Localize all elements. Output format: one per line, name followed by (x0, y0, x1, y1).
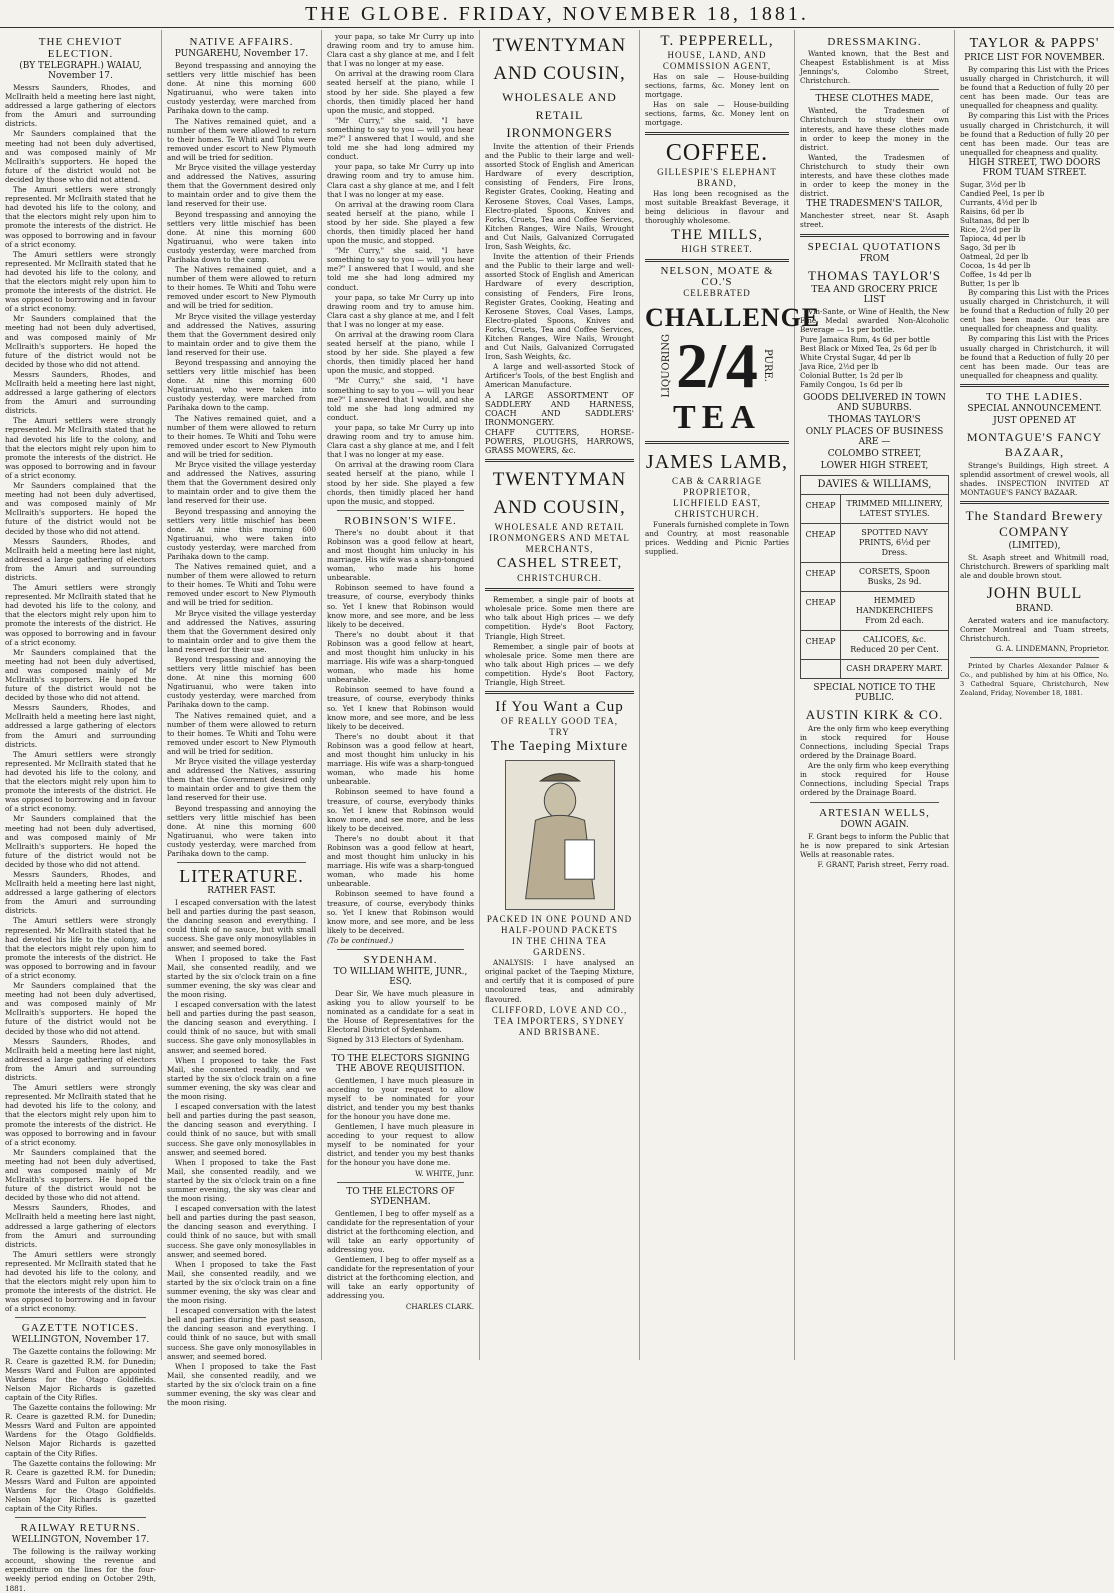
para: The following is the railway working account, showing the revenue and expenditure on the lines for the four-weekly period ending on October 29th, 1881. (5, 1547, 156, 1593)
para: The Natives remained quiet, and a number of them were allowed to return to their homes. Te Whiti and Tohu were removed under escort to New Plymouth and will be tried for sedition. (167, 710, 316, 756)
column-4 (480, 30, 640, 1360)
para: The Gazette contains the following: Mr R. Ceare is gazetted R.M. for Dunedin; Messrs Ward and Fulton are appointed Wardens for the Otago Goldfields. Nelson Major Richards is gazetted captain of the City Rifles. (5, 1403, 156, 1458)
list-item: Candied Peel, 1s per lb (960, 188, 1045, 198)
para: Robinson seemed to have found a treasure, of course, everybody thinks so. Yet I knew that Robinson would know more, and see more, and be less likely to be deceived. (327, 787, 474, 833)
para: On arrival at the drawing room Clara seated herself at the piano, while I stood by her side. She played a few chords, then timidly placed her hand upon the music, and stopped. (327, 69, 474, 115)
para: St. Asaph street and Whitmill road, Christchurch. Brewers of sparkling malt ale and double brown stout. (960, 553, 1109, 581)
para: Remember, a single pair of boots at wholesale price. Some men there are who talk about High prices — we defy competition. Hyde's Boot Factory, Triangle, High Street. (485, 641, 634, 688)
ad-nm-sub: CELEBRATED (683, 287, 751, 298)
para: Messrs Saunders, Rhodes, and McIlraith held a meeting here last night, addressed a large gathering of electors from the Amuri and surrounding districts. (5, 1036, 156, 1083)
divider (810, 802, 939, 803)
para: Mr Saunders complained that the meeting had not been duly advertised, and was composed mainly of Mr McIlraith's supporters. He hoped the future of the district would not be decided by those who did not attend. (5, 814, 156, 869)
ad-tea-foot2: IN THE CHINA TEA GARDENS. (512, 936, 607, 958)
subheading-sydenham: TO WILLIAM WHITE, JUNR., ESQ. (333, 967, 468, 987)
column-2 (162, 30, 322, 1408)
para: "Mr Curry," she said, "I have something to say to you — will you hear me?" I answered that I would, and she told me she had long admired my conduct. (327, 115, 474, 162)
divider (960, 501, 1109, 504)
box-text: HEMMED HANDKERCHIEFS From 2d each. (855, 595, 934, 625)
para: Are the only firm who keep everything in stock required for House Connections, including Special Traps ordered by the Drainage Board. (800, 761, 949, 798)
cheap-label: CHEAP (801, 631, 841, 659)
heading-from: FROM (859, 253, 890, 264)
dateline-cheviot: (BY TELEGRAPH.) WAIAU, November 17. (19, 61, 142, 81)
para: I escaped conversation with the latest bell and parties during the past season, the dancing season and everything. I could think of no sauce, but with small success. She gave only monosyllables in answer, and seemed bored. (167, 1306, 316, 1361)
list-item: Currants, 4½d per lb (960, 197, 1037, 207)
para: Mr Saunders complained that the meeting had not been duly advertised, and was composed mainly of Mr McIlraith's supporters. He hoped the future of the district would not be decided by those who did not attend. (5, 647, 156, 703)
heading-quotations: SPECIAL QUOTATIONS (807, 240, 942, 253)
para: Has on sale — House-building sections, farms, &c. Money lent on mortgage. (645, 100, 789, 128)
ad-lamb-title: JAMES LAMB, (645, 450, 789, 473)
divider (960, 384, 1109, 387)
para: There's no doubt about it that Robinson was a good fellow at heart, and most thought him unlucky in his marriage. His wife was a sharp-tongued woman, who made his home unbearable. (327, 629, 474, 685)
para: Manchester street, near St. Asaph street. (800, 211, 949, 230)
para: Messrs Saunders, Rhodes, and McIlraith held a meeting here last night, addressed a large gathering of electors from the Amuri and surrounding districts. (5, 703, 156, 749)
para: The Amuri settlers were strongly represented. Mr McIlraith stated that he had devoted his life to the colony, and that the electors might rely upon him to promote the interests of the district. He was opposed to borrowing and in favour of a strict economy. (5, 416, 156, 480)
divider (800, 234, 949, 237)
divider (337, 510, 464, 511)
heading-high-street: HIGH STREET, TWO DOORS FROM TUAM STREET. (968, 157, 1101, 178)
divider (15, 1317, 146, 1318)
para: The Amuri settlers were strongly represented. Mr McIlraith stated that he had devoted his life to the colony, and that the electors might rely upon him to promote the interests of the district. He was opposed to borrowing and in favour of a strict economy. (5, 185, 156, 249)
para: your papa, so take Mr Curry up into drawing room and try to amuse him. Clara cast a shy glance at me, and I felt that I was no longer at my ease. (327, 32, 474, 69)
divider (645, 132, 789, 135)
dateline-gazette: WELLINGTON, November 17. (11, 1335, 150, 1346)
para: Gentlemen, I beg to offer myself as a candidate for the representation of your district at the forthcoming election, and will take an early opportunity of addressing you. (327, 1255, 474, 1301)
imprint: Printed by Charles Alexander Palmer & Co., and published by him at his Office, No. 3 Cathedral Square, Christchurch, New Zealand, Friday, November 18, 1881. (960, 661, 1109, 698)
box-text: SPOTTED NAVY PRINTS, 6½d per Dress. (858, 527, 931, 557)
cheap-label: CHEAP (801, 592, 841, 630)
para: Robinson seemed to have found a treasure, of course, everybody thinks so. Yet I knew that Robinson would know more, and see more, and be less likely to be deceived. (327, 583, 474, 629)
column-7 (955, 30, 1114, 1360)
heading-sydenham: SYDENHAM. (363, 954, 438, 966)
para: Mr Bryce visited the village yesterday and addressed the Natives, assuring them that the Government desired only to maintain order and to give them the land reserved for their use. (167, 460, 316, 506)
heading-electors-req: TO THE ELECTORS SIGNING THE ABOVE REQUISITION. (331, 1053, 470, 1074)
subheading-rather-fast: RATHER FAST. (207, 886, 276, 897)
heading-tailor: THE TRADESMEN'S TAILOR, (806, 199, 943, 210)
para: The Natives remained quiet, and a number of them were allowed to return to their homes. Te Whiti and Tohu were removed under escort to New Plymouth and will be tried for sedition. (167, 265, 316, 311)
para: Mr Saunders complained that the meeting had not been duly advertised, and was composed mainly of Mr McIlraith's supporters. He hoped the future of the district would not be decided by those who did not attend. (5, 1147, 156, 1203)
para: Has on sale — House-building sections, farms, &c. Money lent on mortgage. (645, 72, 789, 100)
ad-tea-try: TRY (549, 727, 570, 738)
list-item: Raisins, 6d per lb (960, 206, 1024, 216)
heading-colombo: COLOMBO STREET, (827, 448, 922, 459)
list-item: Best Black or Mixed Tea, 2s 6d per lb (800, 343, 937, 353)
para: F. Grant begs to inform the Public that he is now prepared to sink Artesian Wells at reasonable rates. (800, 831, 949, 859)
liquoring-label: LIQUORING (661, 334, 673, 398)
para: On arrival at the drawing room Clara seated herself at the piano, while I stood by her side. She played a few chords, then timidly placed her hand upon the music, and stopped. (327, 460, 474, 506)
column-3 (322, 30, 480, 1360)
davies-title: DAVIES & WILLIAMS, (817, 478, 932, 490)
heading-brand: BRAND. (1015, 603, 1054, 614)
list-item: Sultanas, 8d per lb (960, 215, 1030, 225)
para: I escaped conversation with the latest bell and parties during the past season, the dancing season and everything. I could think of no sauce, but with small success. She gave only monosyllables in answer, and seemed bored. (167, 1000, 316, 1055)
list-item: Cocoa, 1s 4d per lb (960, 260, 1031, 270)
signature: Signed by 313 Electors of Sydenham. (327, 1035, 464, 1045)
column-6 (795, 30, 955, 1360)
para: Messrs Saunders, Rhodes, and McIlraith held a meeting here last night, addressed a large gathering of electors from the Amuri and surrounding districts. (5, 536, 156, 582)
heading-john-bull: JOHN BULL (986, 584, 1083, 602)
para: Wanted known, that the Best and Cheapest Establishment is at Miss Jennings's, Colombo Street, Christchurch. (800, 49, 949, 86)
box-text: CASH DRAPERY MART. (846, 663, 943, 673)
para: The Natives remained quiet, and a number of them were allowed to return to their homes. Te Whiti and Tohu were removed under escort to New Plymouth and will be tried for sedition. (167, 116, 316, 162)
ad-tea-agent: CLIFFORD, LOVE AND CO., TEA IMPORTERS, SYDNEY AND BRISBANE. (491, 1004, 628, 1037)
ad-mills-sub: HIGH STREET. (681, 243, 753, 254)
para: A large and well-assorted Stock of Artificer's Tools, of the best English and American Manufacture. (485, 362, 634, 390)
para: your papa, so take Mr Curry up into drawing room and try to amuse him. Clara cast a shy glance at me, and I felt that I was no longer at my ease. (327, 292, 474, 329)
para: Beyond trespassing and annoying the settlers very little mischief has been done. At nine this morning 600 Ngatiruanui, who were taken into custody yesterday, were marched from Parihaka down to the camp. (167, 655, 316, 710)
ad-tea-name: The Taeping Mixture (490, 739, 629, 755)
ad-twentyman2-title: TWENTYMAN AND COUSIN, (492, 469, 627, 519)
heading-price-list-nov: PRICE LIST FOR NOVEMBER. (964, 53, 1105, 63)
para: The Gazette contains the following: Mr R. Ceare is gazetted R.M. for Dunedin; Messrs Ward and Fulton are appointed Wardens for the Otago Goldfields. Nelson Major Richards is gazetted captain of the City Rifles. (5, 1458, 156, 1514)
para: The Amuri settlers were strongly represented. Mr McIlraith stated that he had devoted his life to the colony, and that the electors might rely upon him to promote the interests of the district. He was opposed to borrowing and in favour of a strict economy. (5, 1083, 156, 1147)
heading-gazette: GAZETTE NOTICES. (21, 1322, 140, 1335)
price-list (960, 180, 1109, 288)
para: Mr Saunders complained that the meeting had not been duly advertised, and was composed mainly of Mr McIlraith's supporters. He hoped the future of the district would not be decided by those who did not attend. (5, 981, 156, 1036)
divider (337, 1049, 464, 1050)
para: Gentlemen, I have much pleasure in acceding to your request to allow myself to be nominated for your district, and tender you my best thanks for the honour you have done me. (327, 1075, 474, 1121)
heading-clothes: THESE CLOTHES MADE, (815, 94, 934, 105)
ad-twentyman2-city: CHRISTCHURCH. (517, 573, 602, 584)
para: Dear Sir, We have much pleasure in asking you to allow yourself to be nominated as a candidate for a seat in the House of Representatives for the Electoral District of Sydenham. (327, 989, 474, 1035)
ad-coffee-sub: GILLESPIE'S ELEPHANT BRAND, (657, 166, 777, 188)
divider (485, 691, 634, 694)
para: "Mr Curry," she said, "I have something to say to you — will you hear me?" I answered that I would, and she told me she had long admired my conduct. (327, 376, 474, 422)
para: The Natives remained quiet, and a number of them were allowed to return to their homes. Te Whiti and Tohu were removed under escort to New Plymouth and will be tried for sedition. (167, 562, 316, 608)
signature: G. A. LINDEMANN, Proprietor. (995, 643, 1109, 653)
divider (337, 949, 464, 950)
pure-label: PURE. (761, 349, 773, 383)
para: The Gazette contains the following: Mr R. Ceare is gazetted R.M. for Dunedin; Messrs Ward and Fulton are appointed Wardens for the Otago Goldfields. Nelson Major Richards is gazetted captain of the City Rifles. (5, 1347, 156, 1402)
heading-taylor: THOMAS TAYLOR'S (808, 267, 941, 283)
para: When I proposed to take the Fast Mail, she consented readily, and we started by the six o'clock train on a fine summer evening, the sky was clear and the moon rising. (167, 1259, 316, 1306)
para: On arrival at the drawing room Clara seated herself at the piano, while I stood by her side. She played a few chords, then timidly placed her hand upon the music, and stopped. (327, 199, 474, 246)
continued-note: (To be continued.) (327, 935, 394, 945)
signature: F. GRANT, Parish street, Ferry road. (817, 859, 949, 869)
challenge-tea: TEA (673, 398, 761, 436)
para: Aerated waters and ice manufactory. Corner Montreal and Tuam streets, Christchurch. (960, 615, 1109, 643)
heading-electors-syd: TO THE ELECTORS OF SYDENHAM. (346, 1186, 455, 1207)
ad-tea-sub: OF REALLY GOOD TEA, (500, 716, 619, 727)
para: your papa, so take Mr Curry up into drawing room and try to amuse him. Clara cast a shy glance at me, and I felt that I was no longer at my ease. (327, 422, 474, 460)
para: Mr Bryce visited the village yesterday and addressed the Natives, assuring them that the Government desired only to maintain order and to give them the land reserved for their use. (167, 311, 316, 357)
para: By comparing this List with the Prices usually charged in Christchurch, it will be found that a Reduction of fully 20 per cent has been made. Our teas are unequalled for cheapness and quality. (960, 334, 1109, 380)
divider (645, 441, 789, 444)
para: ANALYSIS: I have analysed an original packet of the Taeping Mixture, and certify that it is composed of pure uncoloured teas, and admirably flavoured. (485, 958, 634, 1004)
para: Strange's Buildings, High street. A splendid assortment of crewel wools, all shades. INSPECTION INVITED AT MONTAGUE'S FANCY BAZAAR. (960, 460, 1109, 498)
para: Robinson seemed to have found a treasure, of course, everybody thinks so. Yet I knew that Robinson would know more, and see more, and be less likely to be deceived. (327, 889, 474, 935)
heading-taylor-papps: TAYLOR & PAPPS' (969, 36, 1100, 51)
heading-special-notice: SPECIAL NOTICE TO THE PUBLIC. (813, 682, 936, 703)
box-text: CORSETS, Spoon Busks, 2s 9d. (858, 566, 931, 586)
cheap-label: CHEAP (801, 495, 841, 523)
list-item: Sugar, 3½d per lb (960, 179, 1026, 189)
para: Mr Saunders complained that the meeting had not been duly advertised, and was composed mainly of Mr McIlraith's supporters. He hoped the future of the district would not be decided by those who did not attend. (5, 129, 156, 184)
para: When I proposed to take the Fast Mail, she consented readily, and we started by the six o'clock train on a fine summer evening, the sky was clear and the moon rising. (167, 1361, 316, 1408)
heading-limited: (LIMITED), (1008, 541, 1061, 552)
divider (970, 657, 1099, 658)
para: There's no doubt about it that Robinson was a good fellow at heart, and most thought him unlucky in his marriage. His wife was a sharp-tongued woman, who made his home unbearable. (327, 833, 474, 889)
heading-austin-kirk: AUSTIN KIRK & CO. (805, 706, 944, 722)
para: Mr Saunders complained that the meeting had not been duly advertised, and was composed mainly of Mr McIlraith's supporters. He hoped the future of the district would not be decided by those who did not attend. (5, 314, 156, 369)
challenge-price: 2/4 (676, 329, 758, 401)
challenge-box (645, 302, 821, 437)
ad-twentyman2-sub: WHOLESALE AND RETAIL IRONMONGERS AND METAL MERCHANTS, (489, 522, 630, 555)
list-item: Pure Jamaica Rum, 4s 6d per bottle (800, 334, 930, 344)
para: When I proposed to take the Fast Mail, she consented readily, and we started by the six o'clock train on a fine summer evening, the sky was clear and the moon rising. (167, 1055, 316, 1102)
para: "Mr Curry," she said, "I have something to say to you — will you hear me?" I answered that I would, and she told me she had long admired my conduct. (327, 246, 474, 292)
para: On arrival at the drawing room Clara seated herself at the piano, while I stood by her side. She played a few chords, then timidly placed her hand upon the music, and stopped. (327, 330, 474, 376)
list-item: White Crystal Sugar, 4d per lb (800, 352, 911, 362)
divider (810, 89, 939, 90)
para: Mr Bryce visited the village yesterday and addressed the Natives, assuring them that the Government desired only to maintain order and to give them the land reserved for their use. (167, 608, 316, 654)
divider (15, 1517, 146, 1518)
heading-artesian: ARTESIAN WELLS, (819, 806, 930, 819)
para: Messrs Saunders, Rhodes, and McIlraith held a meeting here last night, addressed a large gathering of electors from the Amuri and surrounding districts. (5, 83, 156, 129)
para: Messrs Saunders, Rhodes, and McIlraith held a meeting here last night, addressed a large gathering of electors from the Amuri and surrounding districts. (5, 1203, 156, 1249)
heading-special-ann: SPECIAL ANNOUNCEMENT. (967, 403, 1102, 414)
cheap-label (801, 660, 841, 678)
heading-montague: MONTAGUE'S FANCY BAZAAR, (966, 429, 1103, 459)
para: Wanted, the Tradesmen of Christchurch to study their own interests, and have these clothes made in order to keep the money in the district. (800, 106, 949, 152)
box-text: TRIMMED MILLINERY, LATEST STYLES. (846, 498, 943, 518)
heading-literature: LITERATURE. (179, 866, 304, 887)
para: There's no doubt about it that Robinson was a good fellow at heart, and most thought him unlucky in his marriage. His wife was a sharp-tongued woman, who made his home unbearable. (327, 731, 474, 787)
para: Beyond trespassing and annoying the settlers very little mischief has been done. At nine this morning 600 Ngatiruanui, who were taken into custody yesterday, were marched from Parihaka down to the camp. (167, 61, 316, 116)
para: Wanted, the Tradesmen of Christchurch to study their own interests, and have these clothes made in order to keep the money in the district. (800, 152, 949, 199)
list-item: Sago, 3d per lb (960, 242, 1016, 252)
list-item: Coffee, 1s 4d per lb (960, 269, 1032, 279)
para: CHAFF CUTTERS, HORSE-POWERS, PLOUGHS, HARROWS, GRASS MOWERS, &c. (485, 427, 634, 456)
dateline-railway: WELLINGTON, November 17. (11, 1535, 150, 1546)
para: The Amuri settlers were strongly represented. Mr McIlraith stated that he had devoted his life to the colony, and that the electors might rely upon him to promote the interests of the district. He was opposed to borrowing and in favour of a strict economy. (5, 249, 156, 314)
heading-delivered: GOODS DELIVERED IN TOWN AND SUBURBS. (803, 392, 946, 413)
signature: W. WHITE, Junr. (415, 1168, 474, 1178)
para: Mr Saunders complained that the meeting had not been duly advertised, and was composed mainly of Mr McIlraith's supporters. He hoped the future of the district would not be decided by those who did not attend. (5, 481, 156, 536)
para: Has long been recognised as the most suitable Breakfast Beverage, it being delicious in flavour and thoroughly wholesome. (645, 188, 789, 225)
para: I escaped conversation with the latest bell and parties during the past season, the dancing season and everything. I could think of no sauce, but with small success. She gave only monosyllables in answer, and seemed bored. (167, 1102, 316, 1157)
heading-robinsons-wife: ROBINSON'S WIFE. (344, 514, 457, 527)
para: The Amuri settlers were strongly represented. Mr McIlraith stated that he had devoted his life to the colony, and that the electors might rely upon him to promote the interests of the district. He was opposed to borrowing and in favour of a strict economy. (5, 749, 156, 814)
challenge-word: CHALLENGE (645, 302, 821, 332)
para: The Amuri settlers were strongly represented. Mr McIlraith stated that he had devoted his life to the colony, and that the electors might rely upon him to promote the interests of the district. He was opposed to borrowing and in favour of a strict economy. (5, 916, 156, 980)
price-list (800, 335, 949, 389)
heading-lower-high: LOWER HIGH STREET, (820, 460, 929, 471)
list-item: Oatmeal, 2d per lb (960, 251, 1029, 261)
list-item: Colonial Butter, 1s 2d per lb (800, 370, 903, 380)
ad-tea-foot: PACKED IN ONE POUND AND HALF-POUND PACKETS (486, 914, 633, 936)
para: Vin-Sante, or Wine of Health, the New Fine Medal awarded Non-Alcoholic Beverage — 1s per bottle. (800, 306, 949, 334)
para: Mr Bryce visited the village yesterday and addressed the Natives, assuring them that the Government desired only to maintain order and to give them the land reserved for their use. (167, 163, 316, 209)
para: Invite the attention of their Friends and the Public to their large and well-assorted Stock of English and American Hardware of every description, consisting of Fenders, Fire Irons, Register Grates, Cooking, Heating and Kerosene Stoves, Coal Vases, Lamps, Electro-plated Spoons, Knives and Forks, Cruets, Tea and Coffee Services, Kitchen Ranges, Wire Nails, Wrought and Cut Nails, Galvanized Corrugated Iron, Sash Weights, &c. (485, 252, 634, 362)
ad-nm-name: NELSON, MOATE & CO.'S (660, 264, 774, 288)
ad-pepperell-sub: HOUSE, LAND, AND COMMISSION AGENT, (662, 50, 772, 71)
para: By comparing this List with the Prices usually charged in Christchurch, it will be found that a Reduction of fully 20 per cent has been made. Our teas are unequalled for cheapness and quality. (960, 287, 1109, 334)
para: Funerals furnished complete in Town and Country, at most reasonable prices. Wedding and Picnic Parties supplied. (645, 519, 789, 557)
para: Invite the attention of their Friends and the Public to their large and well-assorted Stock of English and American Hardware of every description, consisting of Fenders, Fire Irons, Register Grates, Cooking, Heating and Kerosene Stoves, Coal Vases, Lamps, Electro-plated Spoons, Knives and Forks, Cruets, Tea and Coffee Services, Kitchen Ranges, Wire Nails, Wrought and Cut Nails, Galvanized Corrugated Iron, Sash Weights, &c. (485, 142, 634, 252)
box-text: CALICOES, &c. Reduced 20 per Cent. (850, 634, 939, 654)
heading-railway: RAILWAY RETURNS. (20, 1522, 141, 1535)
ad-twentyman-sub: WHOLESALE AND RETAIL (502, 90, 617, 122)
heading-brewery: The Standard Brewery COMPANY (965, 508, 1104, 540)
ad-twentyman-title: TWENTYMAN AND COUSIN, (492, 35, 627, 84)
para: Messrs Saunders, Rhodes, and McIlraith held a meeting here last night, addressed a large gathering of electors from the Amuri and surrounding districts. (5, 869, 156, 916)
para: Messrs Saunders, Rhodes, and McIlraith held a meeting here last night, addressed a large gathering of electors from the Amuri and surrounding districts. (5, 369, 156, 416)
divider (177, 862, 306, 863)
column-1 (0, 30, 162, 1593)
divider (485, 459, 634, 462)
para: your papa, so take Mr Curry up into drawing room and try to amuse him. Clara cast a shy glance at me, and I felt that I was no longer at my ease. (327, 162, 474, 199)
para: Gentlemen, I have much pleasure in acceding to your request to allow myself to be nominated for your district, and tender you my best thanks for the honour you have done me. (327, 1122, 474, 1168)
list-item: Java Rice, 2½d per lb (800, 361, 879, 371)
signature: CHARLES CLARK. (405, 1301, 474, 1311)
para: Remember, a single pair of boots at wholesale price. Some men there are who talk about High prices — we defy competition. Hyde's Boot Factory, Triangle, High Street. (485, 595, 634, 641)
cheap-label: CHEAP (801, 563, 841, 591)
para: The Amuri settlers were strongly represented. Mr McIlraith stated that he had devoted his life to the colony, and that the electors might rely upon him to promote the interests of the district. He was opposed to borrowing and in favour of a strict economy. (5, 1249, 156, 1314)
heading-dressmaking: DRESSMAKING. (827, 36, 922, 48)
para: Beyond trespassing and annoying the settlers very little mischief has been done. At nine this morning 600 Ngatiruanui, who were taken into custody yesterday, were marched from Parihaka down to the camp. (167, 209, 316, 264)
para: Robinson seemed to have found a treasure, of course, everybody thinks so. Yet I knew that Robinson would know more, and see more, and be less likely to be deceived. (327, 685, 474, 731)
davies-williams-box (800, 475, 949, 679)
ad-pepperell-title: T. PEPPERELL, (660, 33, 774, 49)
list-item: Tapioca, 4d per lb (960, 233, 1026, 243)
para: A LARGE ASSORTMENT OF SADDLERY AND HARNESS, COACH AND SADDLERS' IRONMONGERY. (485, 390, 634, 427)
divider (485, 588, 634, 591)
masthead (0, 0, 1114, 28)
para: When I proposed to take the Fast Mail, she consented readily, and we started by the six o'clock train on a fine summer evening, the sky was clear and the moon rising. (167, 1157, 316, 1204)
list-item: Family Congou, 1s 6d per lb (800, 379, 903, 389)
para: The Natives remained quiet, and a number of them were allowed to return to their homes. Te Whiti and Tohu were removed under escort to New Plymouth and will be tried for sedition. (167, 413, 316, 459)
ad-lamb-sub: CAB & CARRIAGE PROPRIETOR, (671, 475, 762, 497)
heading-native-affairs: NATIVE AFFAIRS. (189, 36, 294, 48)
heading-down-again: DOWN AGAIN. (840, 819, 909, 830)
mandarin-figure-icon (506, 761, 614, 909)
tea-illustration (505, 760, 615, 910)
heading-just-opened: JUST OPENED AT (993, 415, 1076, 426)
para: When I proposed to take the Fast Mail, she consented readily, and we started by the six o'clock train on a fine summer evening, the sky was clear and the moon rising. (167, 953, 316, 999)
heading-ladies: TO THE LADIES. (985, 390, 1083, 403)
para: I escaped conversation with the latest bell and parties during the past season, the dancing season and everything. I could think of no sauce, but with small success. She gave only monosyllables in answer, and seemed bored. (167, 1204, 316, 1259)
para: Are the only firm who keep everything in stock required for House Connections, including Special Traps ordered by the Drainage Board. (800, 723, 949, 761)
heading-places: ONLY PLACES OF BUSINESS ARE — (805, 426, 944, 447)
para: I escaped conversation with the latest bell and parties during the past season, the dancing season and everything. I could think of no sauce, but with small success. She gave only monosyllables in answer, and seemed bored. (167, 898, 316, 953)
ad-twentyman2-street: CASHEL STREET, (496, 556, 623, 572)
cheap-label: CHEAP (801, 524, 841, 562)
para: By comparing this List with the Prices usually charged in Christchurch, it will be found that a Reduction of fully 20 per cent has been made. Our teas are unequalled for cheapness and quality. (960, 65, 1109, 111)
list-item: Butter, 1s per lb (960, 278, 1020, 288)
para: Mr Bryce visited the village yesterday and addressed the Natives, assuring them that the Government desired only to maintain order and to give them the land reserved for their use. (167, 757, 316, 803)
para: The Amuri settlers were strongly represented. Mr McIlraith stated that he had devoted his life to the colony, and that the electors might rely upon him to promote the interests of the district. He was opposed to borrowing and in favour of a strict economy. (5, 583, 156, 647)
dateline-native: PUNGAREHU, November 17. (174, 49, 309, 59)
para: Beyond trespassing and annoying the settlers very little mischief has been done. At nine this morning 600 Ngatiruanui, who were taken into custody yesterday, were marched from Parihaka down to the camp. (167, 803, 316, 858)
heading-cheviot: THE CHEVIOT ELECTION. (38, 36, 123, 60)
ad-twentyman-sub2: IRONMONGERS (506, 125, 613, 140)
para: Beyond trespassing and annoying the settlers very little mischief has been done. At nine this morning 600 Ngatiruanui, who were taken into custody yesterday, were marched from Parihaka down to the camp. (167, 506, 316, 561)
ad-coffee-title: COFFEE. (665, 139, 769, 166)
divider (645, 259, 789, 262)
ad-lamb-sub2: LICHFIELD EAST, CHRISTCHURCH. (673, 497, 761, 519)
para: Beyond trespassing and annoying the settlers very little mischief has been done. At nine this morning 600 Ngatiruanui, who were taken into custody yesterday, were marched from Parihaka down to the camp. (167, 358, 316, 413)
ad-tea-title: If You Want a Cup (495, 699, 624, 716)
heading-taylor2: THOMAS TAYLOR'S (828, 414, 921, 425)
para: There's no doubt about it that Robinson was a good fellow at heart, and most thought him unlucky in his marriage. His wife was a sharp-tongued woman, who made his home unbearable. (327, 527, 474, 583)
ad-mills: THE MILLS, (671, 226, 763, 243)
list-item: Rice, 2½d per lb (960, 224, 1021, 234)
heading-price-list: TEA AND GROCERY PRICE LIST (811, 284, 938, 305)
divider (337, 1182, 464, 1183)
masthead-title: THE GLOBE. FRIDAY, NOVEMBER 18, 1881. (305, 3, 809, 25)
para: By comparing this List with the Prices usually charged in Christchurch, it will be found that a Reduction of fully 20 per cent has been made. Our teas are unequalled for cheapness and quality. (960, 111, 1109, 157)
para: Gentlemen, I beg to offer myself as a candidate for the representation of your district at the forthcoming election, and will take an early opportunity of addressing you. (327, 1208, 474, 1254)
